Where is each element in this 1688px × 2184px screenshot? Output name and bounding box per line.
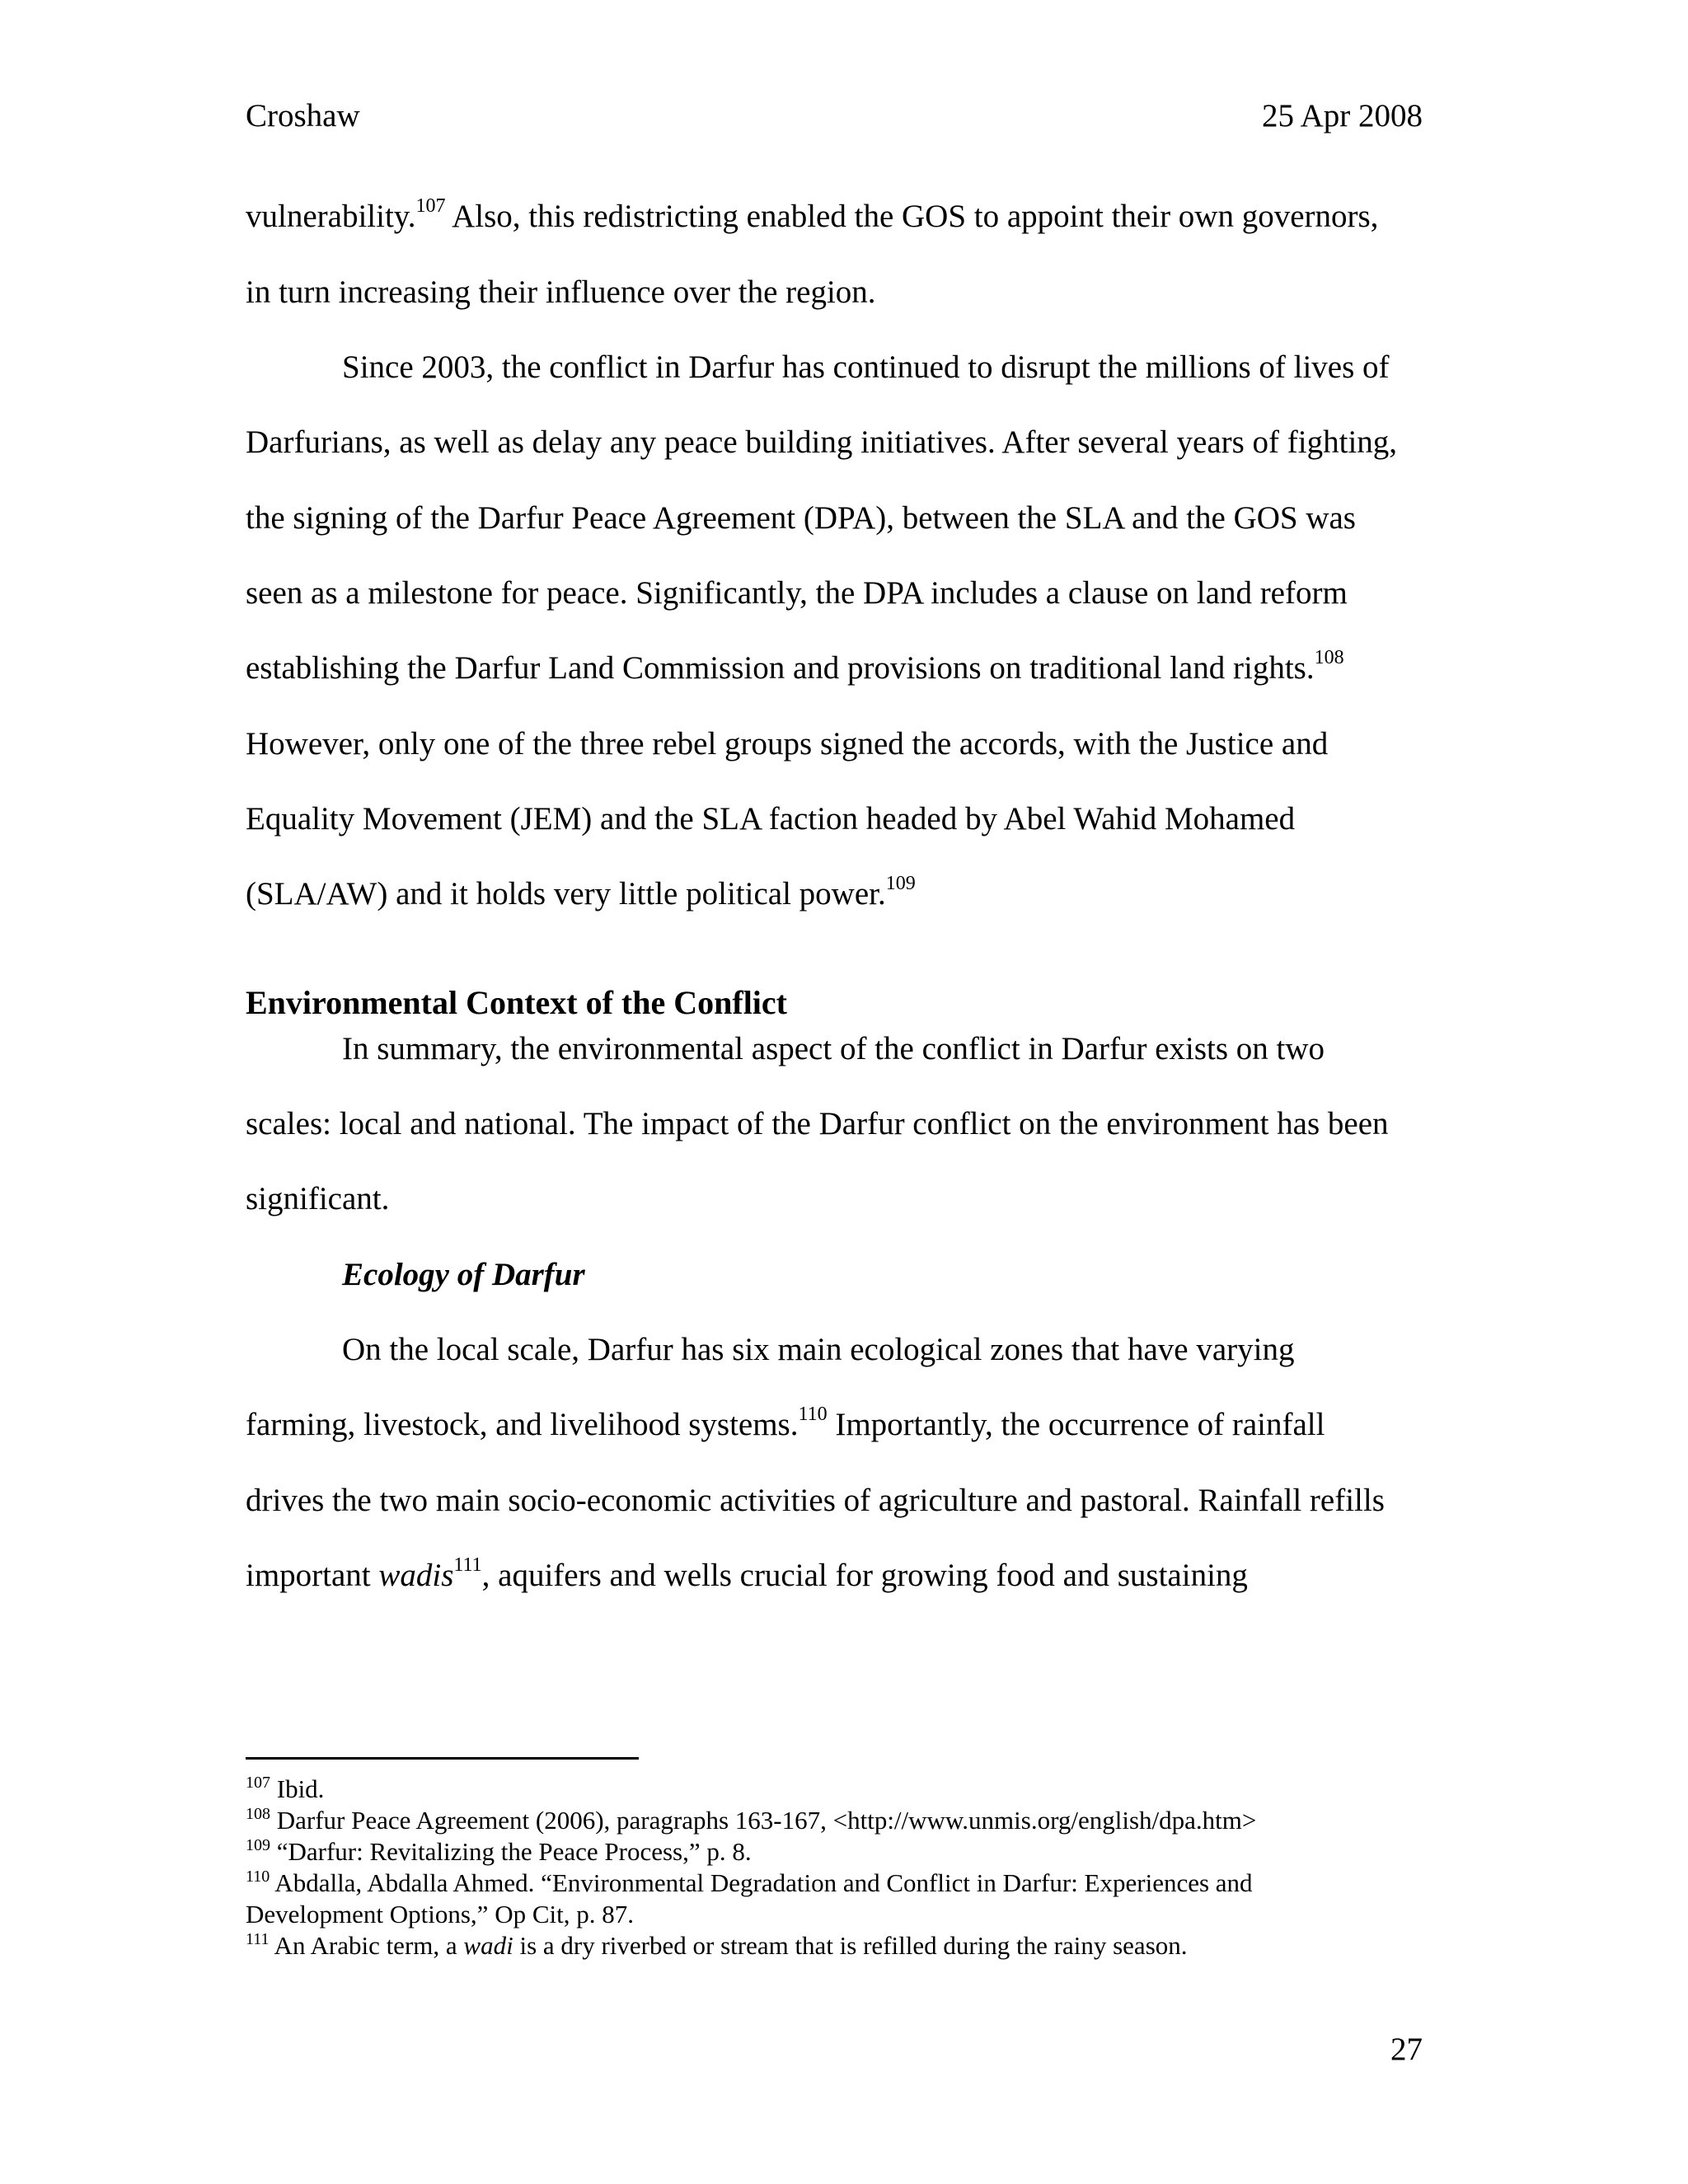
body-line bbox=[246, 648, 1344, 689]
body-line: the signing of the Darfur Peace Agreement (DPA), between the SLA and the GOS was bbox=[246, 500, 1356, 536]
body-line: drives the two main socio-economic activities of agriculture and pastoral. Rainfall refills bbox=[246, 1483, 1385, 1518]
body-line: Darfurians, as well as delay any peace building initiatives. After several years of fighting, bbox=[246, 424, 1398, 460]
body-line bbox=[246, 1404, 1325, 1446]
body-text: Importantly, the occurrence of rainfall bbox=[827, 1407, 1325, 1442]
page-number: 27 bbox=[1390, 2032, 1423, 2067]
body-line: seen as a milestone for peace. Significantly, the DPA includes a clause on land reform bbox=[246, 575, 1348, 611]
footnote-separator bbox=[246, 1757, 639, 1760]
footnote-text: Abdalla, Abdalla Ahmed. “Environmental Degradation and Conflict in Darfur: Experiences and bbox=[270, 1868, 1253, 1897]
footnote-107 bbox=[246, 1774, 324, 1805]
body-line: Equality Movement (JEM) and the SLA faction headed by Abel Wahid Mohamed bbox=[246, 801, 1296, 837]
body-line: in turn increasing their influence over the region. bbox=[246, 274, 876, 310]
footnote-109 bbox=[246, 1836, 752, 1868]
body-text: , aquifers and wells crucial for growing food and sustaining bbox=[481, 1558, 1248, 1593]
footnote-number: 111 bbox=[246, 1930, 270, 1948]
body-text: (SLA/AW) and it holds very little political power. bbox=[246, 876, 886, 912]
footnote-text: Ibid. bbox=[270, 1774, 325, 1803]
footnote-text: “Darfur: Revitalizing the Peace Process,” p. 8. bbox=[270, 1837, 752, 1866]
body-line: On the local scale, Darfur has six main ecological zones that have varying bbox=[342, 1332, 1295, 1367]
body-text: farming, livestock, and livelihood systems. bbox=[246, 1407, 799, 1442]
header-date: 25 Apr 2008 bbox=[1262, 98, 1423, 134]
body-text: establishing the Darfur Land Commission and provisions on traditional land rights. bbox=[246, 650, 1315, 686]
header-author: Croshaw bbox=[246, 98, 360, 134]
footnote-110 bbox=[246, 1868, 1253, 1899]
section-heading: Environmental Context of the Conflict bbox=[246, 984, 787, 1021]
body-text: important bbox=[246, 1558, 379, 1593]
footnote-ref-109: 109 bbox=[885, 873, 916, 894]
footnote-number: 110 bbox=[246, 1868, 270, 1886]
footnote-number: 109 bbox=[246, 1836, 270, 1854]
body-line: In summary, the environmental aspect of the conflict in Darfur exists on two bbox=[342, 1031, 1325, 1066]
body-line: Since 2003, the conflict in Darfur has continued to disrupt the millions of lives of bbox=[342, 349, 1390, 385]
footnote-text-italic: wadi bbox=[463, 1931, 513, 1960]
footnote-111 bbox=[246, 1930, 1188, 1961]
body-line: scales: local and national. The impact of the Darfur conflict on the environment has been bbox=[246, 1106, 1389, 1141]
subsection-heading: Ecology of Darfur bbox=[342, 1257, 585, 1292]
footnote-108 bbox=[246, 1805, 1256, 1836]
body-text: Also, this redistricting enabled the GOS to appoint their own governors, bbox=[445, 199, 1379, 234]
footnote-number: 107 bbox=[246, 1774, 270, 1792]
body-line: However, only one of the three rebel groups signed the accords, with the Justice and bbox=[246, 726, 1329, 762]
body-line: significant. bbox=[246, 1181, 390, 1216]
footnote-number: 108 bbox=[246, 1805, 270, 1823]
footnote-ref-108: 108 bbox=[1314, 647, 1344, 668]
footnote-ref-111: 111 bbox=[453, 1554, 482, 1576]
body-text: vulnerability. bbox=[246, 199, 416, 234]
footnote-ref-107: 107 bbox=[415, 195, 446, 217]
body-text-italic: wadis bbox=[378, 1558, 454, 1593]
footnote-ref-110: 110 bbox=[798, 1404, 828, 1425]
body-line bbox=[246, 874, 916, 915]
footnote-110-continued: Development Options,” Op Cit, p. 87. bbox=[246, 1900, 634, 1929]
body-line bbox=[246, 1555, 1248, 1596]
footnote-text: An Arabic term, a bbox=[269, 1931, 464, 1960]
footnote-text: is a dry riverbed or stream that is refilled during the rainy season. bbox=[513, 1931, 1188, 1960]
body-line bbox=[246, 196, 1378, 237]
footnote-text: Darfur Peace Agreement (2006), paragraphs 163-167, <http://www.unmis.org/english/dpa.htm> bbox=[270, 1806, 1257, 1835]
